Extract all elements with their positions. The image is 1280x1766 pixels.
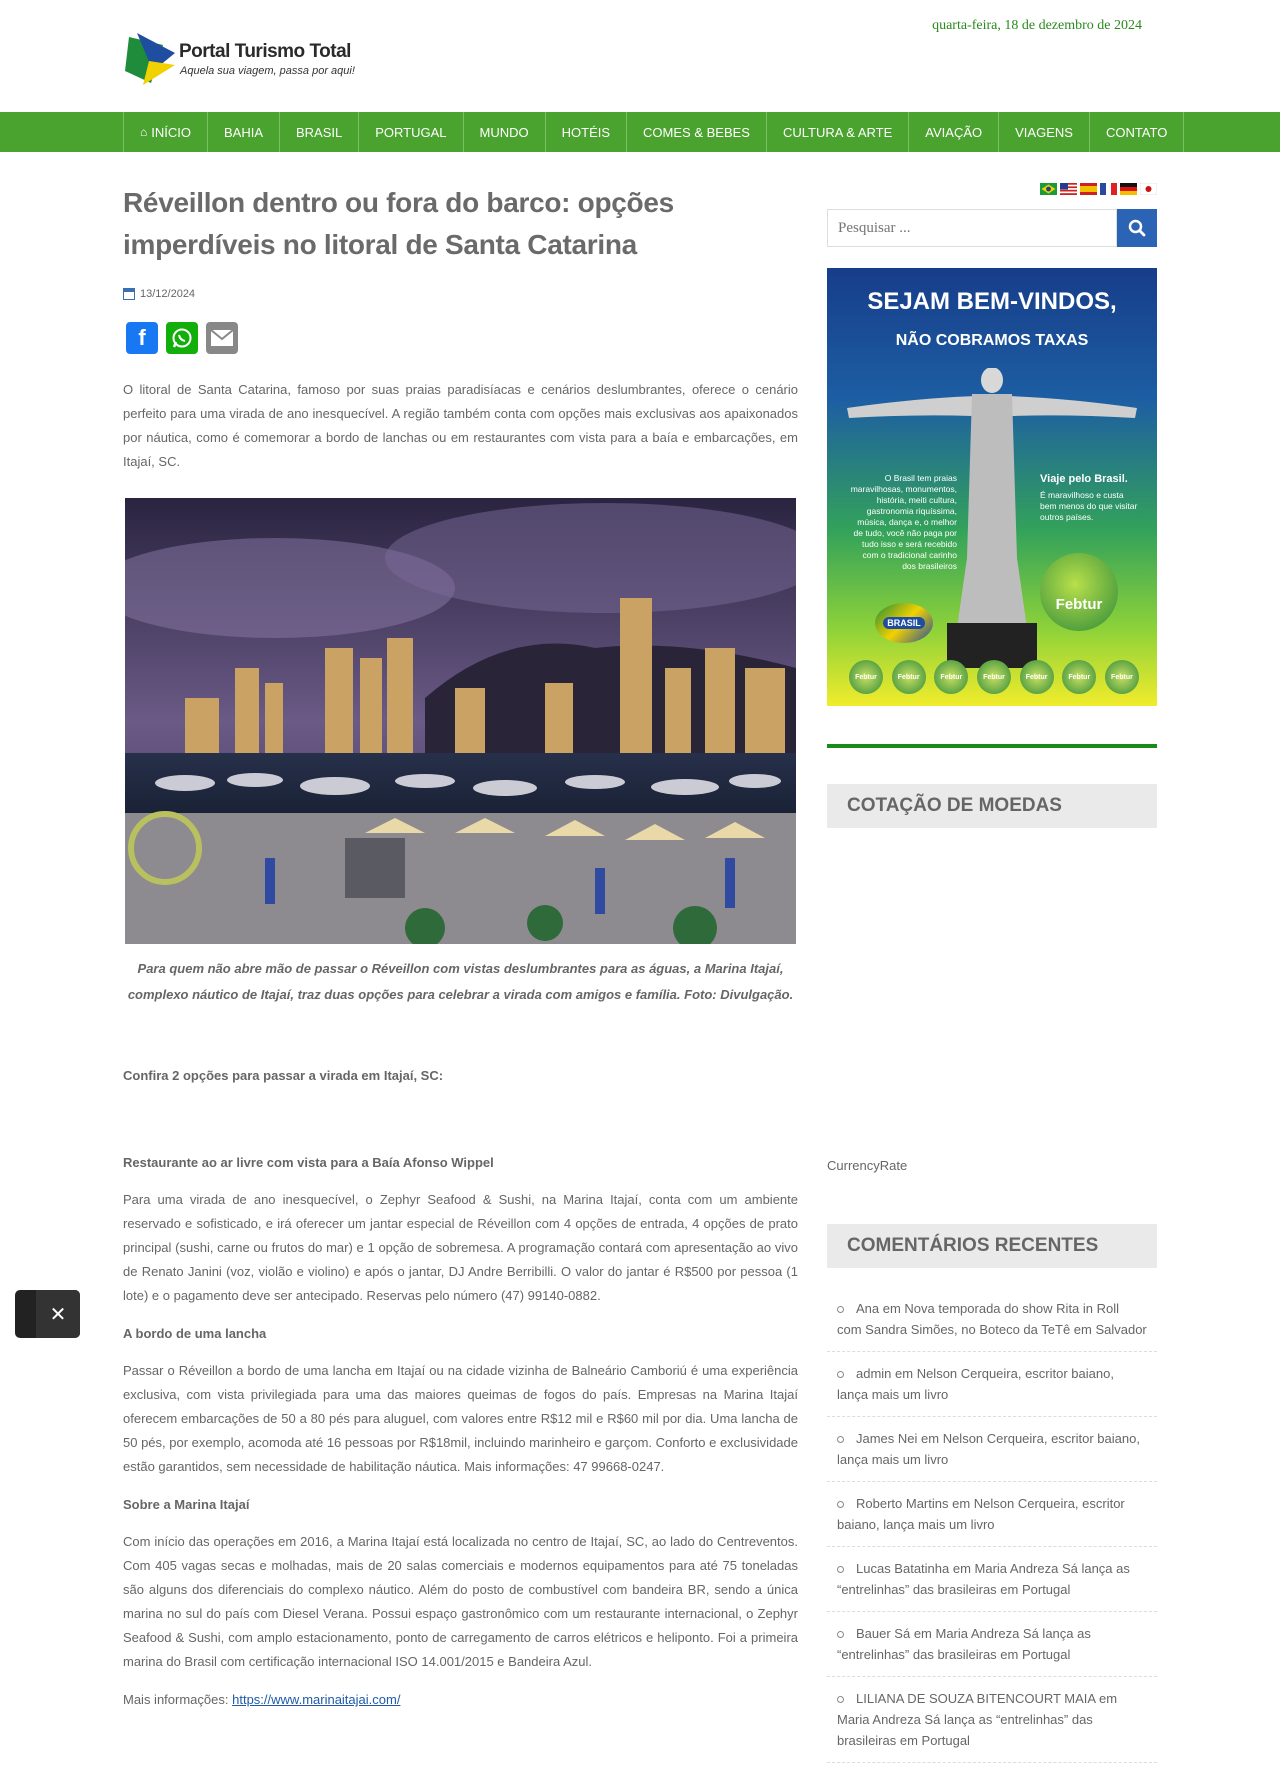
bullet-icon (837, 1501, 844, 1508)
comment-text: Bauer Sá em Maria Andreza Sá lança as “entrelinhas” das brasileiras em Portugal (837, 1626, 1091, 1662)
comment-text: admin em Nelson Cerqueira, escritor baiano, lança mais um livro (837, 1366, 1114, 1402)
site-tagline: Aquela sua viagem, passa por aqui! (180, 65, 355, 77)
nav-item-label: PORTUGAL (375, 124, 447, 140)
febtur-coin-row (849, 660, 1139, 694)
germany-flag-icon[interactable] (1120, 183, 1137, 195)
nav-item-hoteis[interactable] (546, 112, 627, 152)
comment-text: LILIANA DE SOUZA BITENCOURT MAIA em Maria Andreza Sá lança as “entrelinhas” das brasileiras em Portugal (837, 1691, 1118, 1748)
nav-item-label: INÍCIO (151, 124, 191, 140)
febtur-coin: Febtur (892, 660, 926, 694)
febtur-coin: Febtur (1062, 660, 1096, 694)
search-form (827, 209, 1157, 247)
article-photo (125, 498, 796, 944)
facebook-share-button[interactable] (126, 322, 158, 354)
nav-item-label: COMES & BEBES (643, 124, 750, 140)
comment-item[interactable] (827, 1352, 1157, 1417)
article-intro: O litoral de Santa Catarina, famoso por suas praias paradisíacas e cenários deslumbrantes, oferece o cenário perfeito para uma virada de ano inesquecível. A região também conta com opções mais exclusivas aos apaixonados por náutica, como é comemorar a bordo de lanchas ou em restaurantes com vista para a baía e embarcações, em Itajaí, SC. (123, 382, 798, 469)
nav-item-label: BRASIL (296, 124, 343, 140)
comment-item[interactable] (827, 1612, 1157, 1677)
home-icon: ⌂ (140, 125, 148, 139)
febtur-emblem (1040, 553, 1118, 631)
usa-flag-icon[interactable] (1060, 183, 1077, 195)
comment-item[interactable] (827, 1677, 1157, 1763)
current-date: quarta-feira, 18 de dezembro de 2024 (932, 18, 1142, 33)
comment-item[interactable] (827, 1287, 1157, 1352)
marina-night-photo (125, 498, 796, 944)
article-title: Réveillon dentro ou fora do barco: opções imperdíveis no litoral de Santa Catarina (123, 187, 674, 260)
febtur-brand: Febtur (1055, 596, 1103, 613)
nav-item-label: CULTURA & ARTE (782, 124, 893, 140)
bullet-icon (837, 1306, 844, 1313)
febtur-banner[interactable] (827, 268, 1157, 706)
bullet-icon (837, 1696, 844, 1703)
comment-item[interactable] (827, 1482, 1157, 1547)
febtur-coin: Febtur (1020, 660, 1054, 694)
section-heading: A bordo de uma lancha (123, 1326, 267, 1341)
nav-item-bahia[interactable] (208, 112, 280, 152)
nav-item-brasil[interactable] (280, 112, 359, 152)
nav-item-label: VIAGENS (1015, 124, 1073, 140)
article-paragraph: Com início das operações em 2016, a Marina Itajaí está localizada no centro de Itajaí, SC, ao lado do Centreventos. Com 405 vagas secas e molhadas, mais de 20 salas comerciais e modernos equipamentos para até 75 toneladas são alguns dos diferenciais do complexo náutico. Além do posto de combustível com bandeira BR, sendo a única marina no sul do país com Diesel Verana. Possui espaço gastronômico com um restaurante internacional, o Zephyr Seafood & Sushi, com amplo estacionamento, ponto de carregamento de carros elétricos e heliponto. Foi a primeira marina do Brasil com certificação internacional ISO 14.001/2015 e Bandeira Azul. (123, 1534, 798, 1669)
banner-right-text: É maravilhoso e custa bem menos do que visitar outros países. (1040, 490, 1138, 522)
nav-item-portugal[interactable] (359, 112, 463, 152)
japan-flag-icon[interactable] (1140, 183, 1157, 195)
febtur-coin: Febtur (934, 660, 968, 694)
email-icon (210, 329, 234, 347)
comment-item[interactable] (827, 1417, 1157, 1482)
email-share-button[interactable] (206, 322, 238, 354)
recent-comments-title: COMENTÁRIOS RECENTES (827, 1224, 1157, 1268)
nav-item-viagens[interactable] (999, 112, 1090, 152)
nav-item-label: BAHIA (223, 124, 263, 140)
photo-caption: Para quem não abre mão de passar o Réveillon com vistas deslumbrantes para as águas, a Marina Itajaí, complexo náutico de Itajaí, traz duas opções para celebrar a virada com amigos e família. Foto: Divulgação. (127, 961, 794, 1002)
section-heading: Restaurante ao ar livre com vista para a Baía Afonso Wippel (123, 1155, 494, 1170)
article-meta (123, 288, 798, 300)
site-name: Portal Turismo Total (179, 41, 351, 62)
bullet-icon (837, 1631, 844, 1638)
more-info-label: Mais informações: (123, 1692, 229, 1707)
comment-text: James Nei em Nelson Cerqueira, escritor baiano, lança mais um livro (837, 1431, 1140, 1467)
brazil-flag-icon[interactable] (1040, 183, 1057, 195)
bullet-icon (837, 1371, 844, 1378)
currency-rate-link[interactable]: CurrencyRate (827, 1158, 908, 1173)
article (123, 152, 798, 1712)
main-navigation (0, 112, 1280, 152)
nav-item-mundo[interactable] (464, 112, 546, 152)
search-icon (1128, 219, 1146, 237)
language-flags (1040, 183, 1157, 195)
facebook-icon: f (138, 325, 146, 350)
banner-subline: NÃO COBRAMOS TAXAS (895, 332, 1089, 349)
febtur-coin: Febtur (1105, 660, 1139, 694)
currency-widget-title: COTAÇÃO DE MOEDAS (827, 784, 1157, 828)
share-buttons (126, 322, 798, 354)
bullet-icon (837, 1566, 844, 1573)
banner-left-text: O Brasil tem praias maravilhosas, monumentos, história, meiti cultura, gastronomia riquíssima, música, dança e, o melhor de tudo, você não paga por tudo isso e será recebido com o tradicional carinho dos brasileiros (850, 473, 957, 571)
marina-website-link[interactable]: https://www.marinaitajai.com/ (232, 1692, 401, 1707)
banner-right-title: Viaje pelo Brasil. (1040, 473, 1128, 485)
nav-item-label: HOTÉIS (561, 124, 611, 140)
floating-share-toggle (15, 1290, 80, 1338)
comment-text: Roberto Martins em Nelson Cerqueira, escritor baiano, lança mais um livro (837, 1496, 1125, 1532)
comment-text: Ana em Nova temporada do show Rita in Roll com Sandra Simões, no Boteco da TeTê em Salvador (837, 1301, 1147, 1337)
nav-item-cultura-arte[interactable] (767, 112, 909, 152)
site-logo[interactable] (123, 31, 363, 89)
nav-item-label: MUNDO (479, 124, 529, 140)
article-paragraph: Para uma virada de ano inesquecível, o Zephyr Seafood & Sushi, na Marina Itajaí, conta com um ambiente reservado e sofisticado, e irá oferecer um jantar especial de Réveillon com 4 opções de entrada, 4 opções de prato principal (sushi, carne ou frutos do mar) e 1 opção de sobremesa. A programação contará com apresentação ao vivo de Renato Janini (voz, violão e violino) e após o jantar, DJ Andre Berribilli. O valor do jantar é R$500 por pessoa (1 lote) e o pagamento deve ser antecipado. Reservas pelo número (47) 99140-0882. (123, 1192, 798, 1303)
section-heading: Confira 2 opções para passar a virada em Itajaí, SC: (123, 1068, 444, 1083)
search-input[interactable] (827, 209, 1117, 247)
site-header (0, 0, 1280, 112)
nav-item-label: AVIAÇÃO (925, 124, 983, 140)
brasil-logo (875, 603, 933, 643)
logo-mark-icon (123, 31, 177, 87)
section-heading: Sobre a Marina Itajaí (123, 1497, 250, 1512)
article-date[interactable]: 13/12/2024 (140, 288, 196, 300)
more-info (123, 1688, 798, 1712)
nav-item-aviacao[interactable] (909, 112, 999, 152)
article-paragraph: Passar o Réveillon a bordo de uma lancha em Itajaí ou na cidade vizinha de Balneário Camboriú é uma experiência exclusiva, com vista privilegiada para uma das maiores queimas de fogos do país. Empresas na Marina Itajaí oferecem embarcações de 50 a 80 pés para aluguel, com valores entre R$12 mil e R$60 mil por dia. Uma lancha de 50 pés, por exemplo, acomoda até 16 pessoas por R$18mil, incluindo marinheiro e garçom. Conforto e exclusividade estão garantidos, sem necessidade de habilitação náutica. Mais informações: 47 99668-0247. (123, 1363, 798, 1474)
france-flag-icon[interactable] (1100, 183, 1117, 195)
calendar-icon (123, 288, 135, 300)
recent-comments-list (827, 1287, 1157, 1763)
nav-item-label: CONTATO (1105, 124, 1168, 140)
search-button[interactable] (1117, 209, 1157, 247)
spain-flag-icon[interactable] (1080, 183, 1097, 195)
close-button[interactable]: ✕ (36, 1290, 80, 1338)
nav-item-contato[interactable] (1090, 112, 1184, 152)
banner-headline: SEJAM BEM-VINDOS, (867, 288, 1117, 315)
comment-item[interactable] (827, 1547, 1157, 1612)
nav-item-comes-bebes[interactable] (627, 112, 767, 152)
comment-text: Lucas Batatinha em Maria Andreza Sá lança as “entrelinhas” das brasileiras em Portugal (837, 1561, 1130, 1597)
febtur-coin: Febtur (977, 660, 1011, 694)
whatsapp-icon (171, 327, 193, 349)
brasil-label: BRASIL (883, 617, 925, 629)
whatsapp-share-button[interactable] (166, 322, 198, 354)
febtur-coin: Febtur (849, 660, 883, 694)
bullet-icon (837, 1436, 844, 1443)
divider (827, 744, 1157, 748)
nav-item-inicio[interactable] (124, 112, 208, 152)
